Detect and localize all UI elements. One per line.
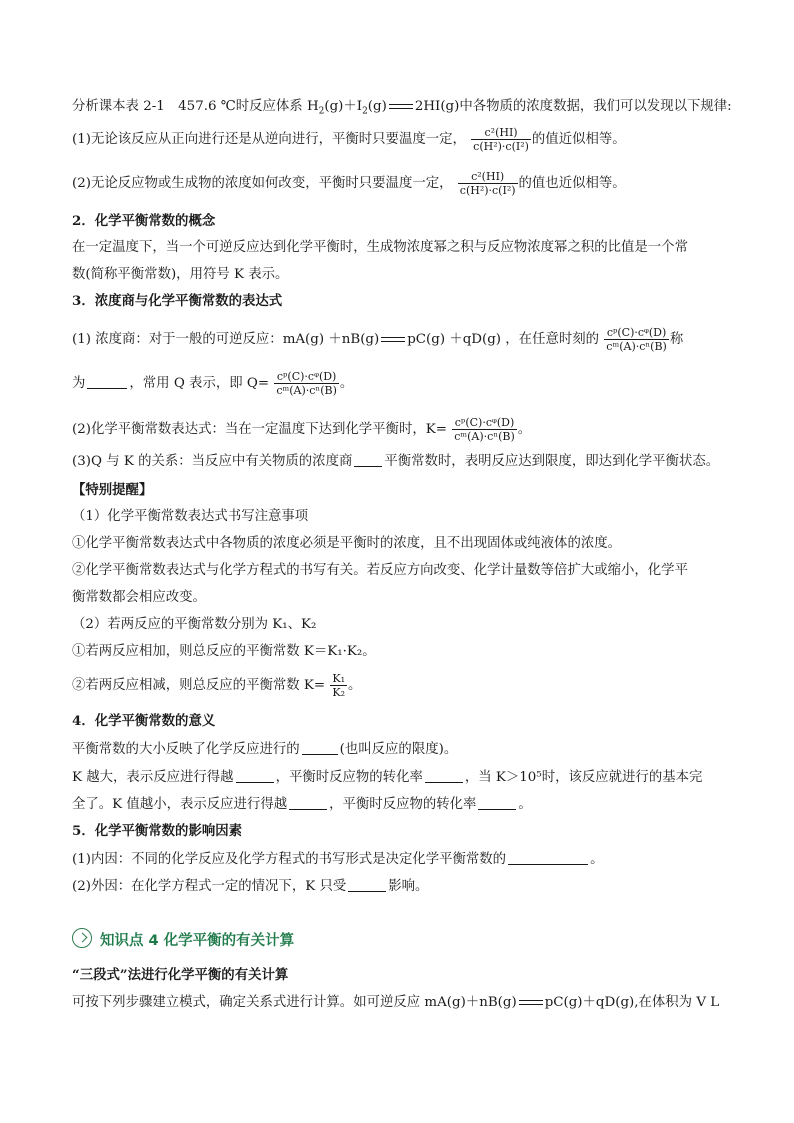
rule-2: (2)无论反应物或生成物的浓度如何改变，平衡时只要温度一定， $\frac{\text{c²(HI)}}{\text{c(H²)·c(I²)}}$ 的值也近似相等。 [72,170,626,197]
heading-2: 2．化学平衡常数的概念 [72,213,216,229]
fraction: $\frac{\text{c²(HI)}}{\text{c(H²)·c(I²)}}$ [473,126,529,153]
fill-blank[interactable] [354,453,382,467]
equilibrium-arrow-icon [381,336,405,343]
equilibrium-arrow-icon [389,103,413,110]
fraction: $\frac{\text{K₁}}{\text{K₂}}$ [332,672,346,699]
paragraph: ①若两反应相加，则总反应的平衡常数 K＝K₁·K₂。 [72,644,376,659]
paragraph: （1）化学平衡常数表达式书写注意事项 [72,509,309,524]
heading-4: 4．化学平衡常数的意义 [72,713,216,729]
paragraph: K 越大，表示反应进行得越 ，平衡时反应物的转化率 ，当 K＞10⁵时，该反应就进行的基本完 [72,770,703,785]
rule-1: (1)无论该反应从正向进行还是从逆向进行，平衡时只要温度一定， $\frac{\text{c²(HI)}}{\text{c(H²)·c(I²)}}$ 的值近似相等。 [72,126,626,153]
paragraph: 可按下列步骤建立模式，确定关系式进行计算。如可逆反应 mA(g)＋nB(g) pC(g)＋qD(g),在体积为 V L [72,995,720,1010]
paragraph: ②化学平衡常数表达式与化学方程式的书写有关。若反应方向改变、化学计量数等倍扩大或缩小，化学平 [72,563,688,578]
section-title: 知识点 4 化学平衡的有关计算 [100,933,295,949]
intro-line: 分析课本表 2-1 457.6 ℃时反应体系 $H_2(g)+I_2(g)$ 2HI(g)中各物质的浓度数据，我们可以发现以下规律: [72,99,732,117]
concentration-quotient-line: (1) 浓度商：对于一般的可逆反应：mA(g) ＋nB(g) pC(g) ＋qD(g) ，在任意时刻的 $\frac{\text{cᵖ(C)·cᵠ(D)}}{\text{cᵐ(A)·cⁿ(B)}}$ 称 [72,326,684,353]
k-ratio-line: ②若两反应相减，则总反应的平衡常数 K= $\frac{\text{K₁}}{\text{K₂}}$ 。 [72,672,362,699]
concentration-quotient-def: 为 ，常用 Q 表示，即 Q= $\frac{\text{cᵖ(C)·cᵠ(D)}}{\text{cᵐ(A)·cⁿ(B)}}$ 。 [72,370,354,397]
fill-blank[interactable] [302,741,338,755]
fill-blank[interactable] [348,878,386,892]
paragraph: ①化学平衡常数表达式中各物质的浓度必须是平衡时的浓度，且不出现固体或纯液体的浓度。 [72,536,622,551]
equilibrium-arrow-icon [519,999,543,1006]
heading-3: 3．浓度商与化学平衡常数的表达式 [72,293,283,309]
fraction: $\frac{\text{c²(HI)}}{\text{c(H²)·c(I²)}}$ [459,170,516,197]
paragraph: (1)内因：不同的化学反应及化学方程式的书写形式是决定化学平衡常数的 。 [72,852,604,867]
heading-5: 5．化学平衡常数的影响因素 [72,823,243,839]
fill-blank[interactable] [508,851,588,865]
paragraph: (2)外因：在化学方程式一定的情况下，K 只受 影响。 [72,879,429,894]
paragraph: （2）若两反应的平衡常数分别为 K₁、K₂ [72,617,317,632]
paragraph: 平衡常数的大小反映了化学反应进行的 (也叫反应的限度)。 [72,742,458,757]
fraction: $\frac{\text{cᵖ(C)·cᵠ(D)}}{\text{cᵐ(A)·cⁿ(B)}}$ [276,370,337,397]
fill-blank[interactable] [87,375,127,389]
fill-blank[interactable] [236,769,274,783]
paragraph: 数(简称平衡常数)，用符号 K 表示。 [72,267,289,282]
fraction: $\frac{\text{cᵖ(C)·cᵠ(D)}}{\text{cᵐ(A)·cⁿ(B)}}$ [454,416,515,443]
paragraph: 全了。K 值越小，表示反应进行得越 ，平衡时反应物的转化率 。 [72,797,532,812]
special-tip-title: 【特别提醒】 [72,482,153,498]
paragraph: 衡常数都会相应改变。 [72,590,206,605]
k-expression-line: (2)化学平衡常数表达式：当在一定温度下达到化学平衡时，K= $\frac{\text{cᵖ(C)·cᵠ(D)}}{\text{cᵐ(A)·cⁿ(B)}}$ 。 [72,416,532,443]
q-k-relation: (3)Q 与 K 的关系：当反应中有关物质的浓度商 平衡常数时，表明反应达到限度，即达到化学平衡状态。 [72,454,720,469]
fill-blank[interactable] [289,796,327,810]
fill-blank[interactable] [425,769,463,783]
fill-blank[interactable] [478,796,516,810]
chevron-right-icon [72,928,92,948]
fraction: $\frac{\text{cᵖ(C)·cᵠ(D)}}{\text{cᵐ(A)·cⁿ(B)}}$ [606,326,667,353]
heading-6: “三段式”法进行化学平衡的有关计算 [72,967,289,983]
paragraph: 在一定温度下，当一个可逆反应达到化学平衡时，生成物浓度幂之积与反应物浓度幂之积的比值是一个常 [72,240,688,255]
